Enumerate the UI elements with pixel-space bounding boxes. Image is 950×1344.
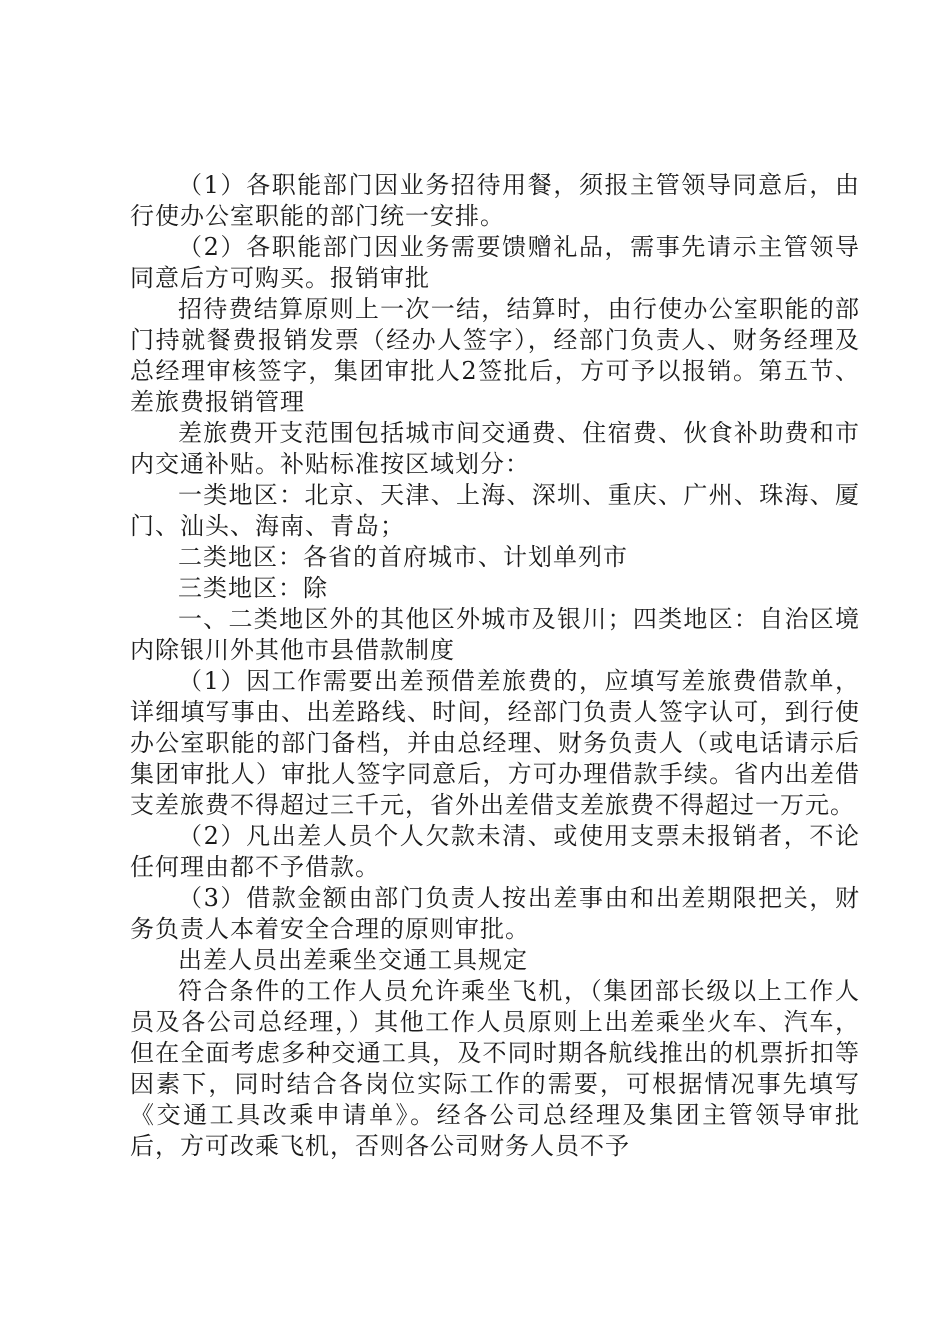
paragraph-hospitality-meals: （1）各职能部门因业务招待用餐，须报主管领导同意后，由行使办公室职能的部门统一安排。 — [130, 171, 860, 230]
paragraph-transport-heading: 出差人员出差乘坐交通工具规定 — [178, 946, 528, 974]
paragraph-no-loan: （2）凡出差人员个人欠款未清、或使用支票未报销者，不论任何理由都不予借款。 — [130, 822, 860, 881]
paragraph-region-class-1: 一类地区：北京、天津、上海、深圳、重庆、广州、珠海、厦门、汕头、海南、青岛； — [130, 481, 860, 540]
paragraph-hospitality-settlement: 招待费结算原则上一次一结，结算时，由行使办公室职能的部门持就餐费报销发票（经办人签字），经部门负责人、财务经理及总经理审核签字，集团审批人2签批后，方可予以报销。第五节、差旅费报销管理 — [130, 295, 860, 416]
paragraph-gifts: （2）各职能部门因业务需要馈赠礼品，需事先请示主管领导同意后方可购买。报销审批 — [130, 233, 860, 292]
paragraph-region-class-4: 一、二类地区外的其他区外城市及银川；四类地区：自治区境内除银川外其他市县借款制度 — [130, 605, 860, 664]
paragraph-advance-loan: （1）因工作需要出差预借差旅费的，应填写差旅费借款单，详细填写事由、出差路线、时间，经部门负责人签字认可，到行使办公室职能的部门备档，并由总经理、财务负责人（或电话请示后集团审批人）审批人签字同意后，方可办理借款手续。省内出差借支差旅费不得超过三千元，省外出差借支差旅费不得超过一万元。 — [130, 667, 860, 819]
document-body — [130, 170, 860, 1162]
paragraph-transport-rules: 符合条件的工作人员允许乘坐飞机，（集团部长级以上工作人员及各公司总经理，）其他工作人员原则上出差乘坐火车、汽车，但在全面考虑多种交通工具，及不同时期各航线推出的机票折扣等因素下，同时结合各岗位实际工作的需要，可根据情况事先填写《交通工具改乘申请单》。经各公司总经理及集团主管领导审批后，方可改乘飞机，否则各公司财务人员不予 — [130, 977, 860, 1160]
paragraph-travel-scope: 差旅费开支范围包括城市间交通费、住宿费、伙食补助费和市内交通补贴。补贴标准按区域划分： — [130, 419, 860, 478]
paragraph-region-class-3: 三类地区：除 — [178, 574, 328, 602]
paragraph-region-class-2: 二类地区：各省的首府城市、计划单列市 — [178, 543, 628, 571]
paragraph-loan-approval: （3）借款金额由部门负责人按出差事由和出差期限把关，财务负责人本着安全合理的原则审批。 — [130, 884, 860, 943]
